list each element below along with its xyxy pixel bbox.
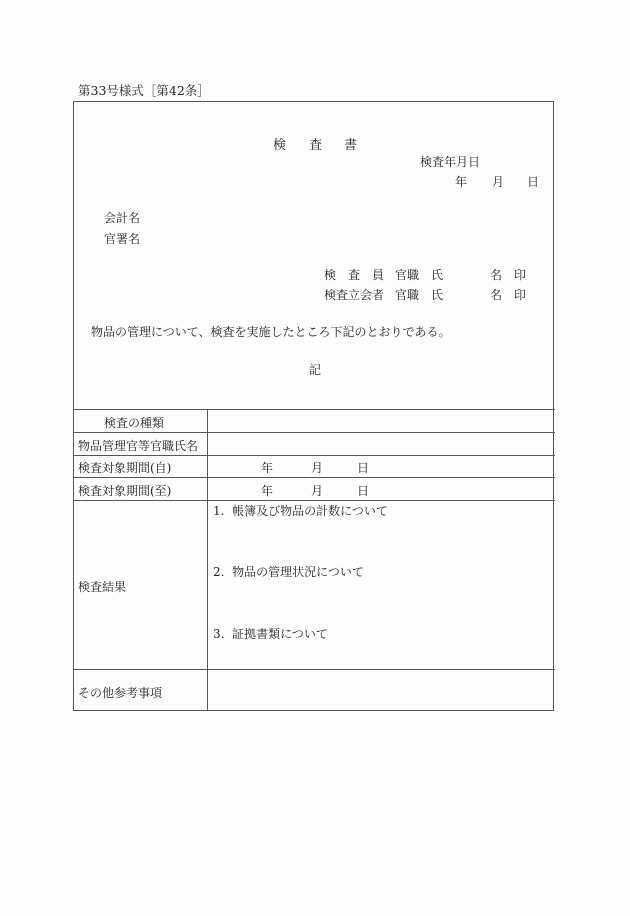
witness-role: 検査立会者: [324, 288, 385, 302]
row-period-from-label: 検査対象期間(自): [78, 461, 172, 475]
row-divider: [73, 669, 555, 670]
remarks-label: その他参考事項: [78, 686, 163, 700]
form-label: 第33号様式［第42条］: [78, 83, 210, 98]
period-to-year: 年: [261, 484, 274, 498]
statement-text: 物品の管理について、検査を実施したところ下記のとおりである。: [91, 325, 451, 339]
date-year: 年: [455, 175, 468, 189]
row-manager-name-label: 物品管理官等官職氏名: [78, 439, 199, 453]
row-divider: [73, 477, 555, 478]
form-frame: [73, 101, 554, 711]
row-inspection-type-label: 検査の種類: [104, 416, 165, 430]
period-to-day: 日: [357, 484, 370, 498]
date-day: 日: [527, 175, 540, 189]
row-divider: [73, 500, 555, 501]
witness-seal: 印: [514, 288, 527, 302]
table-top-border: [73, 409, 555, 410]
witness-name-suffix: 名: [490, 288, 503, 302]
date-month: 月: [492, 175, 505, 189]
result-item-1: 1. 帳簿及び物品の計数について: [213, 504, 388, 518]
period-to-month: 月: [311, 484, 324, 498]
witness-position: 官職: [395, 288, 420, 302]
period-from-day: 日: [357, 461, 370, 475]
inspection-date-label: 検査年月日: [420, 155, 481, 169]
column-divider: [207, 409, 208, 711]
inspector-name-suffix: 名: [490, 268, 503, 282]
period-from-month: 月: [311, 461, 324, 475]
results-label: 検査結果: [78, 580, 127, 594]
inspector-position: 官職: [395, 268, 420, 282]
result-item-3: 3. 証拠書類について: [213, 627, 328, 641]
title-char-3: 書: [344, 138, 358, 153]
inspector-seal: 印: [514, 268, 527, 282]
row-period-to-label: 検査対象期間(至): [78, 484, 172, 498]
office-name-label: 官署名: [104, 232, 141, 246]
inspector-name-label: 氏: [431, 268, 444, 282]
title-char-2: 査: [309, 138, 323, 153]
row-divider: [73, 455, 555, 456]
account-name-label: 会計名: [104, 211, 141, 225]
period-from-year: 年: [261, 461, 274, 475]
title-char-1: 検: [273, 138, 287, 153]
inspector-role: 検 査 員: [324, 268, 385, 282]
witness-name-label: 氏: [431, 288, 444, 302]
ki-label: 記: [309, 363, 322, 377]
row-divider: [73, 432, 555, 433]
result-item-2: 2. 物品の管理状況について: [213, 565, 364, 579]
